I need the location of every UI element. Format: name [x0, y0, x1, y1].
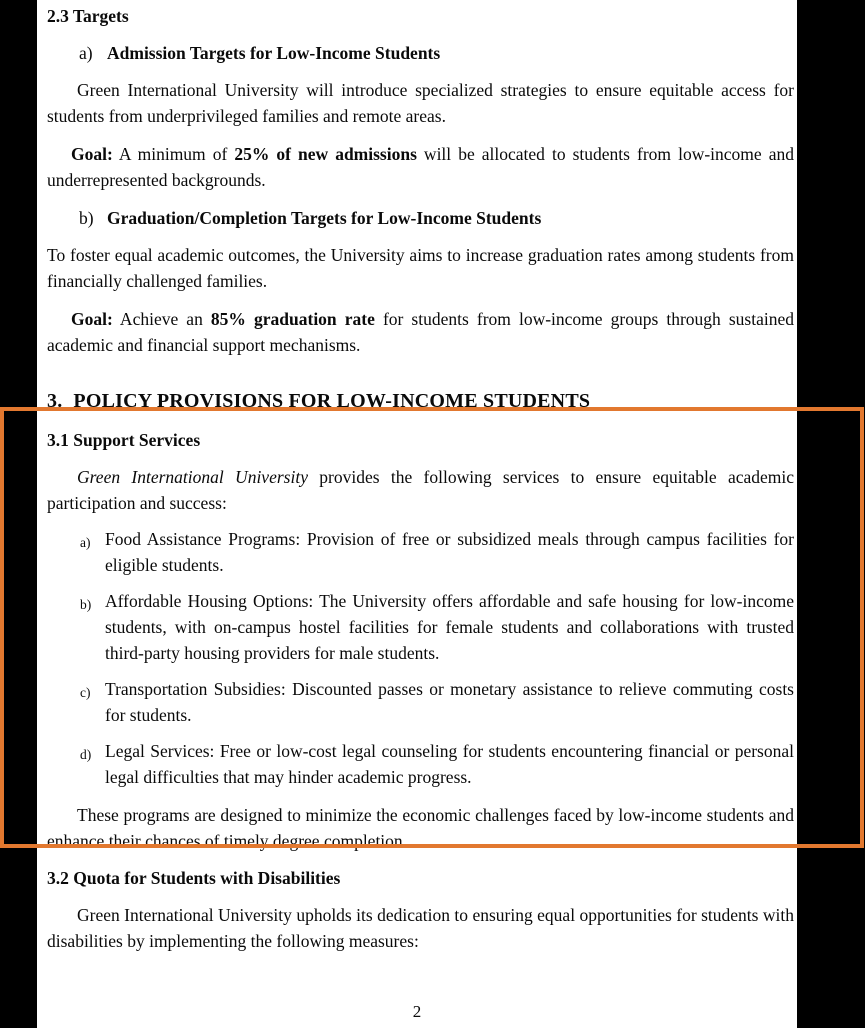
paragraph-equitable-access: Green International University will introduce specialized strategies to ensure equitable access for students from underprivileged families and remote areas.: [47, 80, 794, 126]
page-number: 2: [412, 1002, 422, 1021]
subheading-graduation-targets: [47, 206, 794, 230]
goal-admissions-bold: 25% of new admissions: [234, 144, 417, 164]
goal-graduation-tail: for students from low-income groups through sustained academic and financial support mechanisms.: [47, 309, 795, 355]
list-marker-c: c): [80, 685, 91, 700]
subheading-admission-targets: [47, 41, 794, 65]
section-title-policy-provisions-label: POLICY PROVISIONS FOR LOW-INCOME STUDENTS: [73, 390, 591, 412]
goal-graduation-mid: Achieve an: [112, 309, 211, 329]
goal-graduation-lead: Goal:: [71, 309, 113, 329]
paragraph-goal-admissions: [47, 141, 794, 193]
paragraph-equal-outcomes: To foster equal academic outcomes, the University aims to increase graduation rates among students from financially challenged families.: [47, 245, 794, 291]
list-item-legal-services-text: Legal Services: Free or low-cost legal counseling for students encountering financial or personal legal difficulties that may hinder academic progress.: [105, 741, 794, 787]
page-content: [37, 0, 797, 954]
section-number: 3.: [47, 390, 63, 412]
paragraph-support-intro: [47, 464, 794, 516]
list-marker-b: b): [80, 597, 92, 612]
section-title-targets: 2.3 Targets: [47, 6, 129, 26]
list-marker-a: a): [80, 535, 91, 550]
goal-admissions-tail: will be allocated to students from low-income and underrepresented backgrounds.: [47, 144, 794, 190]
list-item-legal-services: [47, 738, 794, 790]
subheading-graduation-targets-label: Graduation/Completion Targets for Low-Income Students: [107, 208, 542, 228]
list-item-transportation-subsidies: [47, 676, 794, 728]
list-marker-b: b): [79, 208, 94, 228]
list-marker-d: d): [80, 747, 92, 762]
paragraph-support-closing: These programs are designed to minimize the economic challenges faced by low-income students and enhance their chances of timely degree completion.: [47, 805, 794, 851]
list-item-food-assistance: [47, 526, 794, 578]
list-item-affordable-housing-text: Affordable Housing Options: The University offers affordable and safe housing for low-income students, with on-campus hostel facilities for female students and collaborations with trusted third-party housing providers for male students.: [105, 591, 794, 663]
subheading-admission-targets-label: Admission Targets for Low-Income Students: [107, 43, 441, 63]
section-title-support-services: 3.1 Support Services: [47, 430, 201, 450]
list-item-food-assistance-text: Food Assistance Programs: Provision of free or subsidized meals through campus facilities for eligible students.: [105, 529, 794, 575]
paragraph-support-intro-rest: provides the following services to ensure equitable academic participation and success:: [47, 467, 795, 513]
list-marker-a: a): [79, 43, 93, 63]
section-title-policy-provisions: [47, 390, 794, 412]
list-item-affordable-housing: [47, 588, 794, 666]
paragraph-disability-quota: Green International University upholds its dedication to ensuring equal opportunities for students with disabilities by implementing the following measures:: [47, 905, 794, 951]
goal-graduation-bold: 85% graduation rate: [210, 309, 375, 329]
section-title-disability-quota: 3.2 Quota for Students with Disabilities: [47, 868, 341, 888]
paragraph-goal-graduation: [47, 306, 794, 358]
goal-admissions-mid: A minimum of: [112, 144, 235, 164]
university-name-italic: Green International University: [77, 467, 308, 487]
document-page: [37, 0, 797, 1028]
goal-admissions-lead: Goal:: [71, 144, 113, 164]
list-item-transportation-subsidies-text: Transportation Subsidies: Discounted passes or monetary assistance to relieve commuting costs for students.: [105, 679, 794, 725]
